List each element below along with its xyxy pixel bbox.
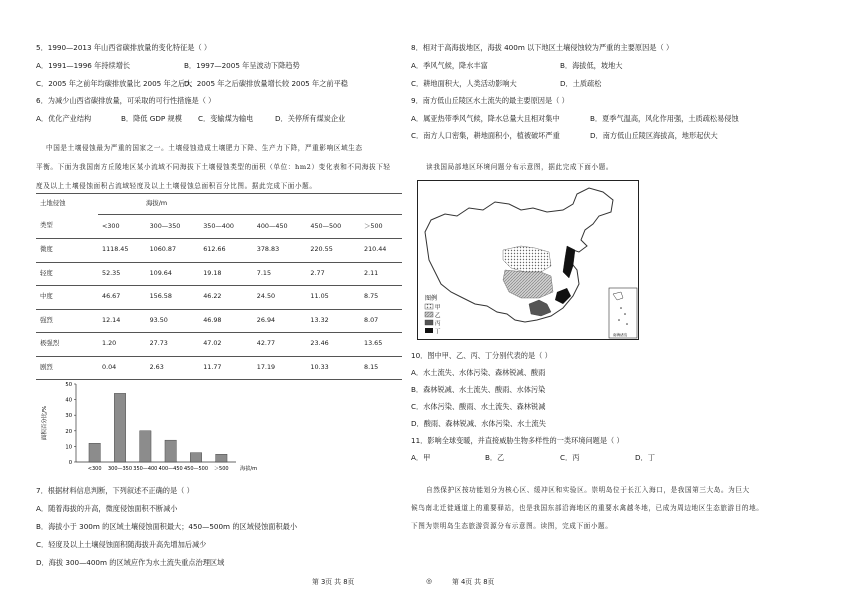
table-cell: 1.20 — [98, 333, 146, 357]
q8-option-b[interactable]: B．海拔低，坡地大 — [560, 61, 623, 70]
table-cell: 8.15 — [360, 356, 402, 380]
table-row-type: 微度 — [36, 239, 98, 263]
q11-stem: 11．影响全球变暖，并直接威胁生物多样性的一类环境问题是（ ） — [411, 436, 624, 445]
q7-option-a[interactable]: A．随着海拔的升高，微度侵蚀面积不断减小 — [36, 504, 178, 513]
passage-right-line-3: 下图为崇明岛生态旅游资源分布示意图。读图，完成下面小题。 — [411, 522, 613, 530]
q6-option-a[interactable]: A．优化产业结构 — [36, 114, 92, 123]
table-row-type: 剧烈 — [36, 356, 98, 380]
table-cell: 47.02 — [199, 333, 253, 357]
table-header: 300—350 — [146, 215, 200, 239]
table-header: <300 — [98, 215, 146, 239]
page-number-right: 第 4页 共 8页 — [452, 578, 495, 586]
q6-stem: 6．为减少山西省碳排放量，可采取的可行性措施是（ ） — [36, 96, 216, 105]
y-tick-label: 20 — [65, 428, 72, 435]
table-cell: 42.77 — [253, 333, 307, 357]
q10-option-c[interactable]: C．水体污染、酸雨、水土流失、森林锐减 — [411, 402, 546, 411]
q6-option-b[interactable]: B．降低 GDP 规模 — [121, 114, 182, 123]
table-row — [36, 286, 402, 310]
table-header: ＞500 — [360, 215, 402, 239]
q8-option-a[interactable]: A．季风气候，降水丰富 — [411, 61, 488, 70]
legend-item-jia: 甲 — [435, 305, 441, 311]
table-cell: 26.94 — [253, 309, 307, 333]
table-cell: 93.50 — [146, 309, 200, 333]
table-header: 450—500 — [306, 215, 360, 239]
bar-0 — [89, 443, 100, 462]
q5-stem: 5．1990—2013 年山西省碳排放量的变化特征是（ ） — [36, 43, 212, 52]
table-row-type: 强烈 — [36, 309, 98, 333]
table-header: 350—400 — [199, 215, 253, 239]
x-tick-label: <300 — [87, 466, 102, 472]
inset-label: 南海诸岛 — [613, 333, 628, 337]
table-row — [36, 239, 402, 263]
table-cell: 0.04 — [98, 356, 146, 380]
q10-stem: 10．图中甲、乙、丙、丁分别代表的是（ ） — [411, 351, 552, 360]
passage-line-1: 中国是土壤侵蚀最为严重的国家之一。土壤侵蚀造成土壤肥力下降、生产力下降，严重影响区域生态 — [46, 144, 363, 152]
legend-title: 图例 — [425, 295, 438, 302]
table-cell: 17.19 — [253, 356, 307, 380]
table-row — [36, 333, 402, 357]
q5-option-d[interactable]: D．2005 年之后碳排放量增长较 2005 年之前平稳 — [184, 79, 348, 88]
q11-option-b[interactable]: B．乙 — [485, 453, 505, 462]
south-sea-inset — [609, 288, 637, 338]
table-corner-top: 土地侵蚀 — [36, 194, 98, 215]
table-cell: 23.46 — [306, 333, 360, 357]
table-cell: 46.22 — [199, 286, 253, 310]
table-row-type: 极强烈 — [36, 333, 98, 357]
bar-5 — [216, 454, 227, 462]
table-cell: 11.05 — [306, 286, 360, 310]
table-cell: 210.44 — [360, 239, 402, 263]
table-row — [36, 356, 402, 380]
q11-option-a[interactable]: A．甲 — [411, 453, 431, 462]
legend-item-yi: 乙 — [435, 313, 441, 319]
table-cell: 12.14 — [98, 309, 146, 333]
table-cell: 1118.45 — [98, 239, 146, 263]
y-tick-label: 50 — [65, 382, 72, 388]
x-tick-label: ＞500 — [214, 466, 229, 472]
center-mark: ◎ — [426, 577, 432, 585]
x-tick-label: 450—500 — [183, 466, 209, 472]
table-cell: 13.65 — [360, 333, 402, 357]
table-cell: 2.63 — [146, 356, 200, 380]
table-cell: 46.67 — [98, 286, 146, 310]
q9-option-d[interactable]: D．南方低山丘陵区海拔高，地形起伏大 — [590, 131, 718, 140]
q9-option-b[interactable]: B．夏季气温高，风化作用强，土质疏松易侵蚀 — [590, 114, 739, 123]
table-cell: 8.07 — [360, 309, 402, 333]
x-tick-label: 400—450 — [158, 466, 183, 472]
q7-option-c[interactable]: C．轻度及以上土壤侵蚀面积随海拔升高先增加后减少 — [36, 540, 207, 549]
table-cell: 109.64 — [146, 262, 200, 286]
q8-option-d[interactable]: D．土质疏松 — [560, 79, 602, 88]
legend-item-bing: 丙 — [435, 321, 441, 327]
q10-option-b[interactable]: B．森林锐减、水土流失、酸雨、水体污染 — [411, 385, 546, 394]
y-tick-label: 30 — [65, 413, 72, 420]
table-row — [36, 262, 402, 286]
passage-right-line-2: 候鸟南北迁徙通道上的重要驿站，也是我国东部沿海地区的重要水禽越冬地，已成为周边地区生态旅游目的地。 — [411, 504, 764, 512]
q10-option-a[interactable]: A．水土流失、水体污染、森林锐减、酸雨 — [411, 368, 546, 377]
table-cell: 156.58 — [146, 286, 200, 310]
x-tick-label: 300—350 — [107, 466, 133, 472]
table-cell: 10.33 — [306, 356, 360, 380]
q5-option-b[interactable]: B．1997—2005 年呈波动下降趋势 — [184, 61, 300, 70]
table-cell: 24.50 — [253, 286, 307, 310]
q11-option-c[interactable]: C．丙 — [560, 453, 580, 462]
q8-stem: 8．相对于高海拔地区，海拔 400m 以下地区土壤侵蚀较为严重的主要原因是（ ） — [411, 43, 674, 52]
q8-option-c[interactable]: C．耕地面积大，人类活动影响大 — [411, 79, 517, 88]
page-number-left: 第 3页 共 8页 — [312, 578, 355, 586]
table-cell: 52.35 — [98, 262, 146, 286]
q5-option-a[interactable]: A．1991—1996 年持续增长 — [36, 61, 131, 70]
table-cell: 13.32 — [306, 309, 360, 333]
table-cell: 8.75 — [360, 286, 402, 310]
q7-option-b[interactable]: B．海拔小于 300m 的区域土壤侵蚀面积最大；450—500m 的区域侵蚀面积最小 — [36, 522, 298, 531]
erosion-percentage-chart — [36, 378, 266, 480]
passage-right-line-1: 自然保护区按功能划分为核心区、缓冲区和实验区。崇明岛位于长江入海口，是我国第三大岛。为巨大 — [426, 486, 750, 494]
q9-option-c[interactable]: C．南方人口密集，耕地面积小，植被破坏严重 — [411, 131, 560, 140]
passage-line-3: 度及以上土壤侵蚀面积占流域轻度及以上土壤侵蚀总面积百分比图。据此完成下面小题。 — [36, 182, 317, 190]
q5-option-c[interactable]: C．2005 年之前年均碳排放量比 2005 年之后大 — [36, 79, 193, 88]
table-row — [36, 309, 402, 333]
table-cell: 2.77 — [306, 262, 360, 286]
table-row-type: 轻度 — [36, 262, 98, 286]
environment-problems-map — [417, 180, 639, 340]
table-cell: 11.77 — [199, 356, 253, 380]
q10-option-d[interactable]: D．酸雨、森林锐减、水体污染、水土流失 — [411, 419, 546, 428]
y-tick-label: 0 — [68, 460, 72, 466]
table-cell: 1060.87 — [146, 239, 200, 263]
q9-option-a[interactable]: A．属亚热带季风气候，降水总量大且相对集中 — [411, 114, 560, 123]
x-tick-label: 350—400 — [133, 466, 158, 472]
q6-option-d[interactable]: D．关停所有煤炭企业 — [275, 114, 346, 123]
passage-line-2: 平衡。下面为我国南方丘陵地区某小流域不同海拔下土壤侵蚀类型的面积（单位：hm2）变化表和不同海拔下轻 — [36, 163, 391, 171]
y-tick-label: 40 — [65, 397, 72, 404]
bar-2 — [140, 431, 151, 462]
q11-option-d[interactable]: D．丁 — [635, 453, 655, 462]
bar-3 — [165, 440, 176, 462]
table-cell: 220.55 — [306, 239, 360, 263]
erosion-table — [36, 193, 402, 380]
table-cell: 19.18 — [199, 262, 253, 286]
x-axis-label: 海拔/m — [240, 466, 258, 472]
q7-option-d[interactable]: D．海拔 300—400m 的区域应作为水土流失重点治理区域 — [36, 558, 225, 567]
table-row-type: 中度 — [36, 286, 98, 310]
q6-option-c[interactable]: C．变输煤为输电 — [198, 114, 254, 123]
y-axis-label: 面积百分比/% — [42, 405, 48, 441]
table-cell: 378.83 — [253, 239, 307, 263]
bar-4 — [190, 453, 201, 462]
bar-1 — [114, 393, 125, 462]
table-cell: 27.73 — [146, 333, 200, 357]
table-corner-bottom: 类型 — [36, 215, 98, 239]
table-altitude-label: 海拔/m — [98, 194, 402, 215]
y-tick-label: 10 — [65, 444, 72, 451]
table-cell: 612.66 — [199, 239, 253, 263]
map-intro: 读我国局部地区环境问题分布示意图，据此完成下面小题。 — [426, 163, 614, 171]
table-header: 400—450 — [253, 215, 307, 239]
legend-item-ding: 丁 — [435, 329, 441, 335]
table-cell: 2.11 — [360, 262, 402, 286]
table-cell: 7.15 — [253, 262, 307, 286]
q9-stem: 9．南方低山丘陵区水土流失的最主要原因是（ ） — [411, 96, 569, 105]
table-cell: 46.98 — [199, 309, 253, 333]
q7-stem: 7．根据材料信息判断，下列叙述不正确的是（ ） — [36, 486, 194, 495]
